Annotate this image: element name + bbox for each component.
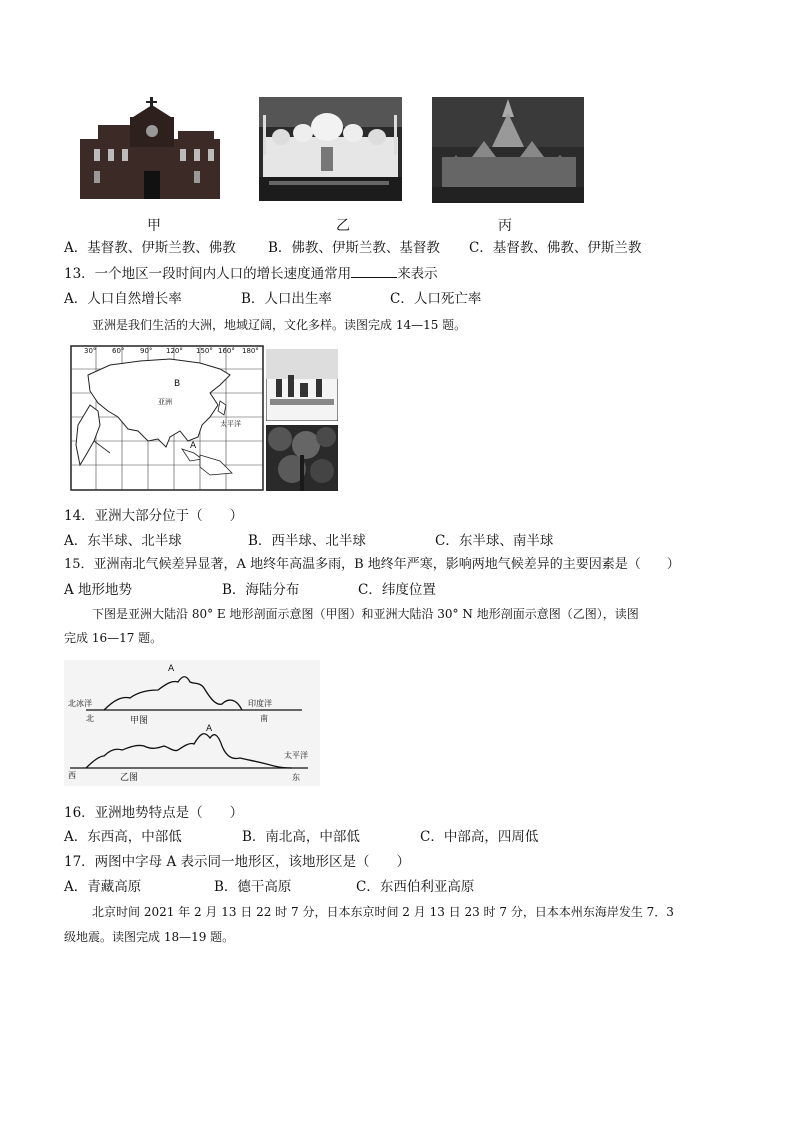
q13-answer-blank	[351, 265, 397, 278]
q13-stem	[64, 265, 438, 283]
profile-jia-peak-a: A	[168, 664, 175, 674]
profile-yi-peak-a: A	[206, 724, 213, 734]
mosque-photo	[259, 97, 402, 201]
q16-option-c: C．中部高，四周低	[420, 829, 539, 845]
q12-option-c: C．基督教、佛教、伊斯兰教	[469, 240, 642, 256]
intro-18-19-line1: 北京时间 2021 年 2 月 13 日 22 时 7 分，日本东京时间 2 月 13 日 23 时 7 分，日本本州东海岸发生 7．3	[92, 905, 674, 919]
q14-option-a: A．东半球、北半球	[64, 533, 182, 549]
profile-jia-south: 南	[260, 714, 268, 723]
q14-option-b: B．西半球、北半球	[248, 533, 366, 549]
q17-option-a: A．青藏高原	[64, 879, 142, 895]
caption-yi: 乙	[336, 218, 350, 234]
profile-jia-north: 北	[86, 714, 94, 723]
intro-18-19-line2: 级地震。读图完成 18—19 题。	[64, 930, 235, 944]
q13-stem-text-end: 来表示	[397, 266, 438, 282]
caption-jia: 甲	[147, 218, 161, 234]
q16-stem: 16．亚洲地势特点是（ ）	[64, 805, 244, 821]
temple-photo	[432, 97, 584, 203]
lon-label-30: 30°	[84, 347, 97, 355]
q17-stem: 17．两图中字母 A 表示同一地形区，该地形区是（ ）	[64, 854, 411, 870]
lon-label-180: 180°	[242, 347, 259, 355]
q12-option-a: A．基督教、伊斯兰教、佛教	[64, 240, 236, 256]
profile-yi-east: 东	[292, 773, 300, 782]
q17-option-b: B．德干高原	[214, 879, 292, 895]
terrain-profiles	[64, 660, 320, 786]
profile-yi-name: 乙图	[120, 773, 139, 783]
profile-yi-west: 西	[68, 771, 76, 780]
church-photo	[68, 97, 230, 201]
q15-option-b: B．海陆分布	[222, 582, 300, 598]
q13-stem-text: 13．一个地区一段时间内人口的增长速度通常用	[64, 266, 352, 282]
lon-label-60: 60°	[112, 347, 125, 355]
map-label-a: A	[190, 441, 197, 451]
profile-yi-right-sea: 太平洋	[284, 751, 308, 760]
q17-option-c: C．东西伯利亚高原	[356, 879, 475, 895]
q15-stem: 15．亚洲南北气候差异显著，A 地终年高温多雨，B 地终年严寒，影响两地气候差异的主要因素是（ ）	[64, 557, 680, 572]
profile-jia-left-sea: 北冰洋	[68, 699, 92, 708]
q12-option-b: B．佛教、伊斯兰教、基督教	[268, 240, 440, 256]
q15-option-a: A 地形地势	[64, 582, 133, 598]
q16-option-a: A．东西高，中部低	[64, 829, 182, 845]
rainforest-photo	[266, 425, 338, 491]
lon-label-120: 120°	[166, 347, 183, 355]
lon-label-90: 90°	[140, 347, 153, 355]
q14-option-c: C．东半球、南半球	[435, 533, 554, 549]
intro-16-17-line1: 下图是亚洲大陆沿 80° E 地形剖面示意图（甲图）和亚洲大陆沿 30° N 地形剖面示意图（乙图），读图	[92, 607, 639, 621]
lon-label-150: 150°	[196, 347, 213, 355]
intro-16-17-line2: 完成 16—17 题。	[64, 631, 163, 645]
q16-option-b: B．南北高，中部低	[242, 829, 360, 845]
map-label-pacific: 太平洋	[220, 420, 241, 428]
polar-photo	[266, 349, 338, 421]
q13-option-b: B．人口出生率	[241, 291, 332, 307]
intro-14-15: 亚洲是我们生活的大洲，地域辽阔，文化多样。读图完成 14—15 题。	[92, 318, 467, 332]
q14-stem: 14．亚洲大部分位于（ ）	[64, 508, 244, 524]
lon-label-160: 160°	[218, 347, 235, 355]
q13-option-c: C．人口死亡率	[390, 291, 482, 307]
map-label-asia: 亚洲	[158, 398, 172, 406]
profile-jia-name: 甲图	[130, 716, 149, 726]
q15-option-c: C．纬度位置	[358, 582, 436, 598]
caption-bing: 丙	[498, 218, 512, 234]
profile-jia-right-sea: 印度洋	[248, 699, 272, 708]
asia-map	[70, 345, 264, 491]
q13-option-a: A．人口自然增长率	[64, 291, 182, 307]
map-label-b: B	[174, 379, 181, 389]
